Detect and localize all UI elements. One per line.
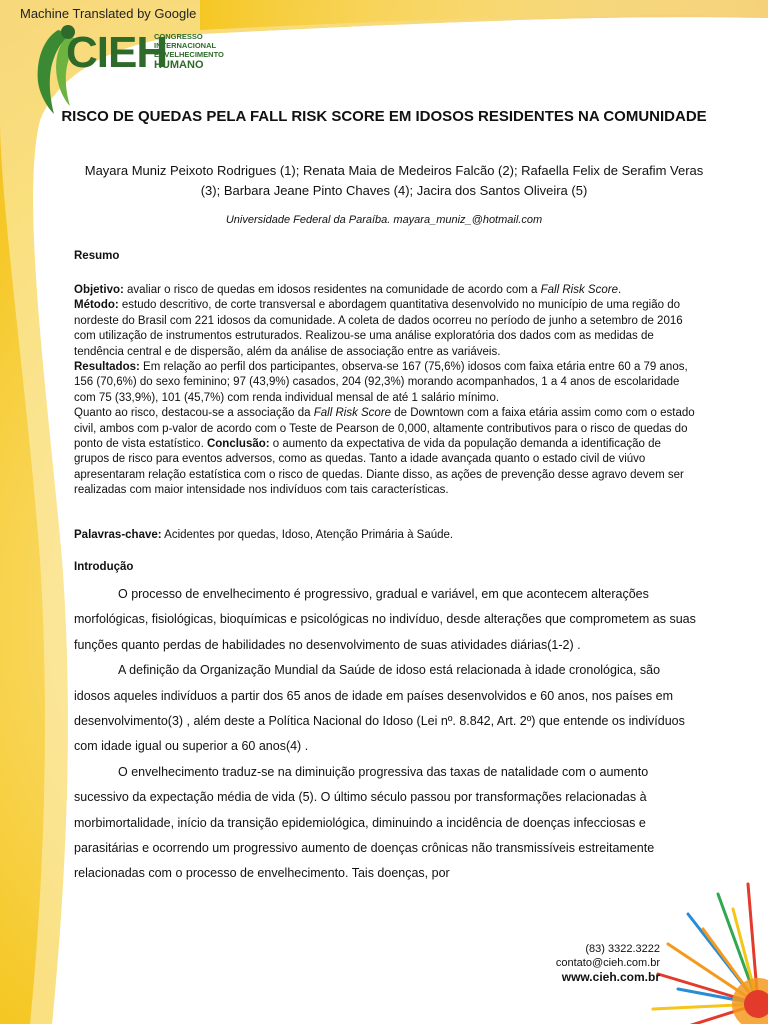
logo-subtitle <box>154 32 244 71</box>
keywords-label: Palavras-chave: <box>74 529 162 541</box>
logo-sub-line: CONGRESSO <box>154 32 203 41</box>
firework-decoration <box>648 874 768 1024</box>
logo-sub-line: ENVELHECIMENTO <box>154 50 224 59</box>
text-objetivo: avaliar o risco de quedas em idosos residentes na comunidade de acordo com a <box>123 284 541 296</box>
logo-sub-line: HUMANO <box>154 59 204 71</box>
label-objetivo: Objetivo: <box>74 284 124 296</box>
intro-paragraph: O processo de envelhecimento é progressivo, gradual e variável, em que acontecem alterações morfológicas, fisiológicas, bioquímicas e psicológicas no indivíduo, desde alterações que comprometem as suas funções quanto perdas de habilidades no desenvolvimento de suas atividades diárias(1-2) . <box>74 587 696 652</box>
text-risco: Quanto ao risco, destacou-se a associação da <box>74 407 314 420</box>
intro-paragraph: A definição da Organização Mundial da Saúde de idoso está relacionada à idade cronológica, são idosos aqueles indivíduos a partir dos 65 anos de idade em países desenvolvidos e 60 anos, nos países em desenvolvimento(3) , além deste a Política Nacional do Idoso (Lei nº. 8.842, Art. 2º) que entende os indivíduos com idade igual ou superior a 60 anos(4) . <box>74 663 685 754</box>
affiliation: Universidade Federal da Paraíba. mayara_muniz_@hotmail.com <box>225 214 543 226</box>
introduction-heading: Introdução <box>74 561 134 573</box>
logo-wordmark: CIEH <box>66 28 168 77</box>
introduction-body <box>74 582 696 887</box>
machine-translation-banner: Machine Translated by Google <box>20 6 197 21</box>
text-risco-2: de Downtown com a faixa etária assim como com o estado civil, ambos com p-valor de acordo com o Teste de Pearson de 0,000, altamente contributivos para o risco de quedas do ponto de vista estatístico. <box>74 407 695 451</box>
logo-sub-line: INTERNACIONAL <box>154 41 217 50</box>
label-conclusao: Conclusão: <box>206 438 270 451</box>
paper-title: RISCO DE QUEDAS PELA FALL RISK SCORE EM IDOSOS RESIDENTES NA COMUNIDADE <box>61 108 707 125</box>
text-conclusao: o aumento da expectativa de vida da população demanda a identificação de grupos de risco para eventos adversos, como as quedas. Tanto a idade avançada quanto o estado civil de viúvo apresentaram relação estatística com o risco de quedas. Diante disso, as ações de prevenção desse agravo devem ser realizadas com maior intensidade nos indivíduos com tais características. <box>74 438 684 497</box>
contact-block <box>500 942 660 984</box>
abstract-paragraph <box>74 283 696 499</box>
contact-email: contato@cieh.com.br <box>555 957 660 969</box>
author-list: Mayara Muniz Peixoto Rodrigues (1); Renata Maia de Medeiros Falcão (2); Rafaella Felix de Serafim Veras (3); Barbara Jeane Pinto Chaves (4); Jacira dos Santos Oliveira (5) <box>84 163 704 198</box>
abstract-body <box>74 283 696 499</box>
abstract-heading: Resumo <box>74 250 120 262</box>
keywords-text: Acidentes por quedas, Idoso, Atenção Primária à Saúde. <box>161 529 454 541</box>
intro-paragraph: O envelhecimento traduz-se na diminuição progressiva das taxas de natalidade com o aumento sucessivo da expectação média de vida (5). O último século passou por transformações relacionadas à morbimortalidade, início da transição epidemiológica, diminuindo a incidência de doenças infecciosas e parasitárias e ocorrendo um progressivo aumento de doenças crônicas não transmissíveis estreitamente relacionadas com o processo de envelhecimento. Tais doenças, por <box>74 764 655 881</box>
contact-phone: (83) 3322.3222 <box>585 943 660 955</box>
italic-fall-risk-score: Fall Risk Score <box>540 284 618 296</box>
label-resultados: Resultados: <box>74 361 140 374</box>
italic-fall-risk-score: Fall Risk Score <box>313 407 392 420</box>
contact-website: www.cieh.com.br <box>561 970 660 984</box>
label-metodo: Método: <box>74 299 119 312</box>
text-metodo: estudo descritivo, de corte transversal e abordagem quantitativa desenvolvido no município de uma região do nordeste do Brasil com 221 idosos da comunidade. A coleta de dados ocorreu no período de junho a setembro de 2016 com utilização de instrumentos estruturados. Realizou-se uma análise exploratória dos dados com as medidas de tendência central e de dispersão, além da análise de associação entre as variáveis. <box>74 299 683 358</box>
text-resultados: Em relação ao perfil dos participantes, observa-se 167 (75,6%) idosos com faixa etária entre 60 a 79 anos, 156 (70,6%) do sexo feminino; 97 (43,9%) casados, 204 (92,3%) morando acompanhados, 1 a 4 anos de escolaridade com 75 (33,9%), 101 (45,7%) com renda individual mensal de até 1 salário mínimo. <box>74 361 688 404</box>
cieh-logo <box>28 22 248 117</box>
keywords <box>74 529 694 541</box>
text-objetivo-end: . <box>617 284 622 296</box>
